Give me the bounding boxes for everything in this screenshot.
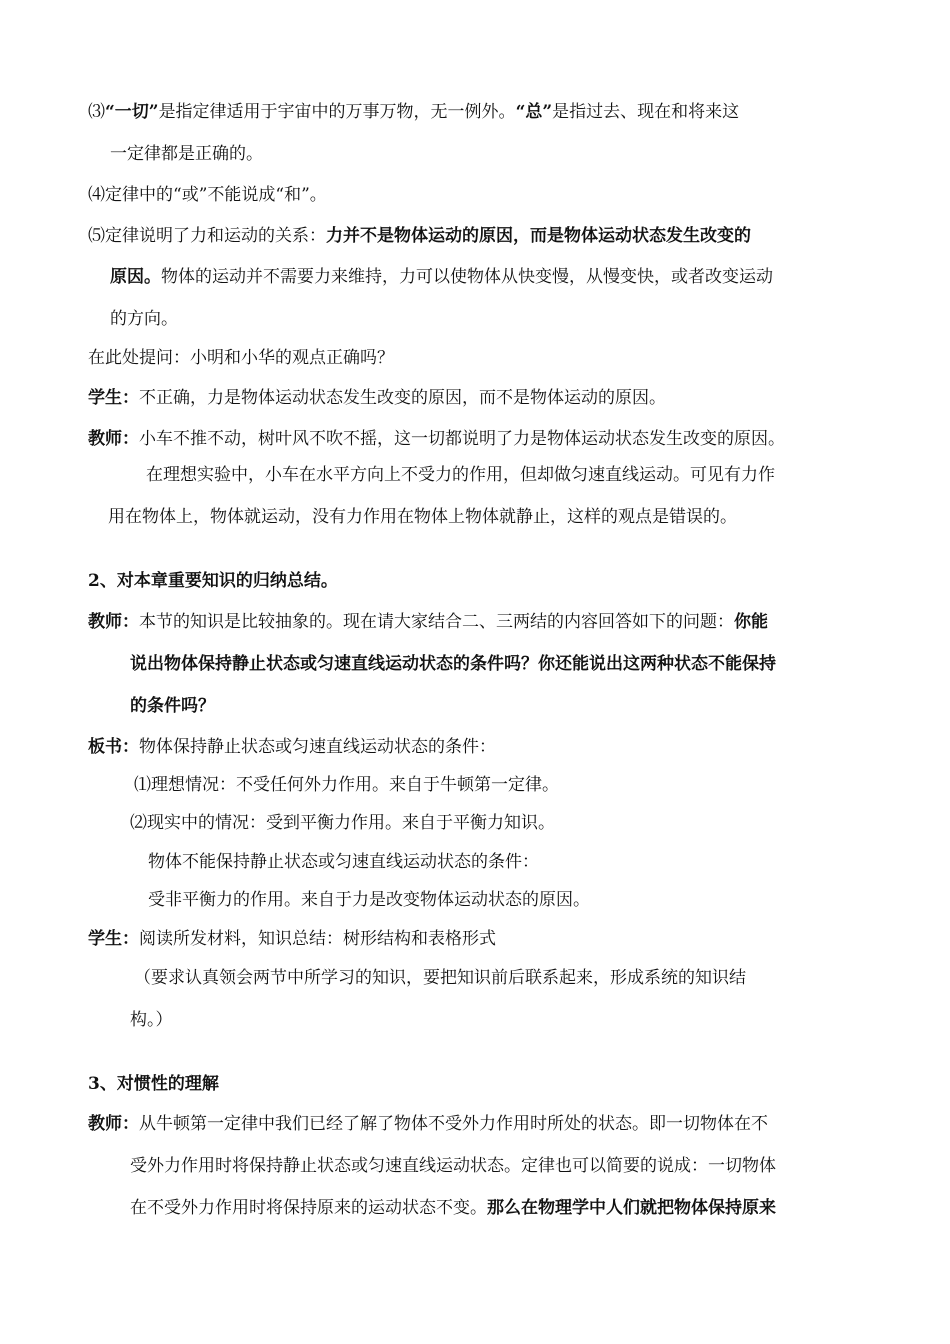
emphasis-text: 那么在物理学中人们就把物体保持原来	[487, 1198, 776, 1218]
body-text: 的方向。	[110, 309, 178, 329]
teacher-inertia-line-3	[130, 1196, 776, 1220]
speaker-label: 板书：	[88, 737, 139, 757]
body-text: （要求认真领会两节中所学习的知识，要把知识前后联系起来，形成系统的知识结	[134, 968, 746, 988]
body-text: 不正确，力是物体运动状态发生改变的原因，而不是物体运动的原因。	[139, 388, 666, 408]
requirement-line-1	[134, 966, 746, 990]
body-text: 在理想实验中，小车在水平方向上不受力的作用，但却做匀速直线运动。可见有力作	[146, 465, 775, 485]
term-zong: “总”	[515, 102, 553, 122]
student-answer	[88, 386, 666, 410]
body-text: 受非平衡力的作用。来自于力是改变物体运动状态的原因。	[148, 890, 590, 910]
item-4	[88, 183, 327, 207]
item-3-line-1	[88, 100, 739, 124]
body-text: 受外力作用时将保持静止状态或匀速直线运动状态。定律也可以简要的说成：一切物体	[130, 1156, 776, 1176]
teacher-line-2	[146, 463, 775, 487]
emphasis-text: 你能	[734, 612, 768, 632]
board-condition-detail	[148, 888, 590, 912]
body-text: 在不受外力作用时将保持原来的运动状态不变。	[130, 1198, 487, 1218]
body-text: 用在物体上，物体就运动，没有力作用在物体上物体就静止，这样的观点是错误的。	[108, 507, 737, 527]
teacher-line-1	[88, 427, 785, 451]
teacher-inertia-line-1	[88, 1112, 768, 1136]
speaker-label: 学生：	[88, 388, 139, 408]
item-5-line-2	[110, 265, 773, 289]
item-3-line-2	[110, 142, 263, 166]
term-yiqie: “一切”	[105, 102, 159, 122]
body-text: ⑴理想情况：不受任何外力作用。来自于牛顿第一定律。	[134, 775, 559, 795]
item-number: ⑶	[88, 102, 105, 122]
section-heading-2	[88, 569, 338, 593]
speaker-label: 教师：	[88, 612, 139, 632]
body-text: 在此处提问：小明和小华的观点正确吗？	[88, 348, 394, 368]
board-writing	[88, 735, 496, 759]
board-item-1	[134, 773, 559, 797]
teacher-q-line-2	[130, 652, 776, 676]
board-condition	[148, 850, 539, 874]
section-title: 2、对本章重要知识的归纳总结。	[88, 571, 338, 591]
item-5-line-3	[110, 307, 178, 331]
body-text: 物体保持静止状态或匀速直线运动状态的条件：	[139, 737, 496, 757]
speaker-label: 教师：	[88, 429, 139, 449]
board-item-2	[130, 811, 555, 835]
emphasis-text: 的条件吗？	[130, 696, 215, 716]
body-text: 物体不能保持静止状态或匀速直线运动状态的条件：	[148, 852, 539, 872]
body-text: ⑸定律说明了力和运动的关系：	[88, 226, 326, 246]
section-title: 3、对惯性的理解	[88, 1074, 219, 1094]
question-line	[88, 346, 394, 370]
body-text: 阅读所发材料，知识总结：树形结构和表格形式	[139, 929, 496, 949]
teacher-q-line-1	[88, 610, 768, 634]
teacher-line-3	[108, 505, 737, 529]
body-text: 从牛顿第一定律中我们已经了解了物体不受外力作用时所处的状态。即一切物体在不	[139, 1114, 768, 1134]
teacher-inertia-line-2	[130, 1154, 776, 1178]
speaker-label: 教师：	[88, 1114, 139, 1134]
requirement-line-2	[130, 1008, 173, 1032]
body-text: 是指定律适用于宇宙中的万事万物，无一例外。	[158, 102, 516, 122]
body-text: 物体的运动并不需要力来维持，力可以使物体从快变慢，从慢变快，或者改变运动	[161, 267, 773, 287]
emphasis-text: 原因。	[110, 267, 161, 287]
body-text: 构。）	[130, 1010, 173, 1030]
body-text: ⑷定律中的“或”不能说成“和”。	[88, 185, 327, 205]
body-text: ⑵现实中的情况：受到平衡力作用。来自于平衡力知识。	[130, 813, 555, 833]
body-text: 一定律都是正确的。	[110, 144, 263, 164]
body-text: 小车不推不动，树叶风不吹不摇，这一切都说明了力是物体运动状态发生改变的原因。	[139, 429, 785, 449]
student-summary	[88, 927, 496, 951]
body-text: 是指过去、现在和将来这	[552, 102, 740, 122]
emphasis-text: 说出物体保持静止状态或匀速直线运动状态的条件吗？你还能说出这两种状态不能保持	[130, 654, 776, 674]
emphasis-text: 力并不是物体运动的原因，而是物体运动状态发生改变的	[326, 226, 751, 246]
teacher-q-line-3	[130, 694, 215, 718]
item-5-line-1	[88, 224, 751, 248]
body-text: 本节的知识是比较抽象的。现在请大家结合二、三两结的内容回答如下的问题：	[139, 612, 734, 632]
speaker-label: 学生：	[88, 929, 139, 949]
section-heading-3	[88, 1072, 219, 1096]
